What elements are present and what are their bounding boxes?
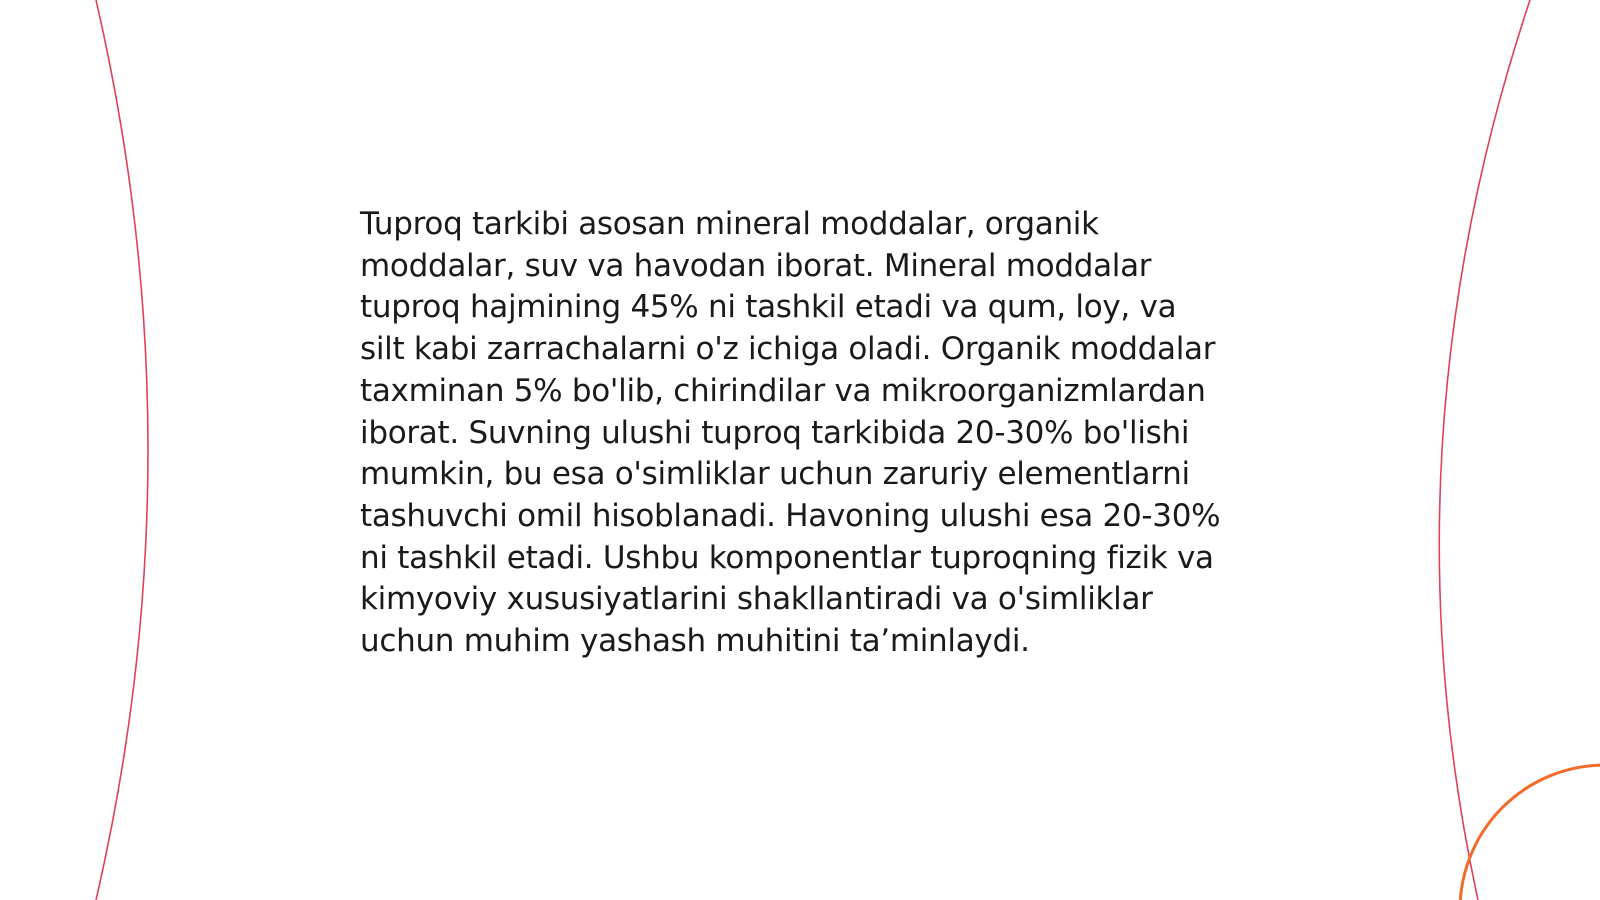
bottom-right-circle — [1460, 765, 1600, 900]
left-arc-line — [96, 0, 148, 900]
slide-body-text: Tuproq tarkibi asosan mineral moddalar, organik moddalar, suv va havodan iborat. Mineral moddalar tuproq hajmining 45% ni tashkil etadi va qum, loy, va silt kabi zarrachalarni o'z ichiga oladi. Organik moddalar taxminan 5% bo'lib, chirindilar va mikroorganizmlardan iborat. Suvning ulushi tuproq tarkibida 20-30% bo'lishi mumkin, bu esa o'simliklar uchun zaruriy elementlarni tashuvchi omil hisoblanadi. Havoning ulushi esa 20-30% ni tashkil etadi. Ushbu komponentlar tuproqning fizik va kimyoviy xususiyatlarini shakllantiradi va o'simliklar uchun muhim yashash muhitini ta’minlaydi. — [360, 206, 1221, 660]
right-arc-line — [1439, 0, 1530, 900]
